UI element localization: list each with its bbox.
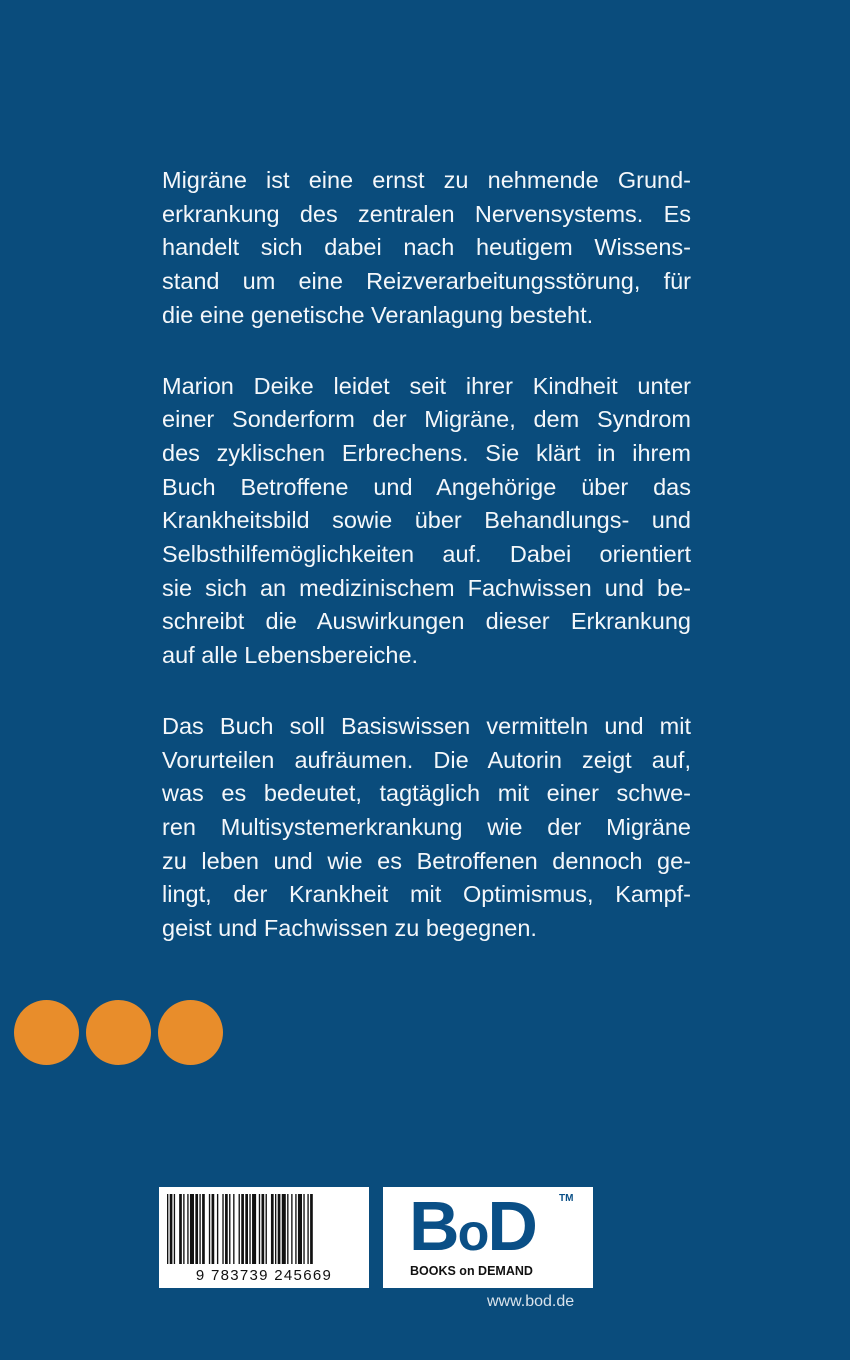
bod-logo-d: D xyxy=(487,1187,536,1265)
barcode-bar xyxy=(183,1194,184,1264)
blurb-paragraph-2 xyxy=(162,370,691,673)
blurb-line: schreibt die Auswirkungen dieser Erkrankung xyxy=(162,608,691,635)
orange-dot xyxy=(86,1000,151,1065)
barcode-bar xyxy=(202,1194,205,1264)
bod-logo-b: B xyxy=(409,1187,458,1265)
barcode-bar xyxy=(229,1194,230,1264)
barcode-bar xyxy=(179,1194,182,1264)
barcode-bar xyxy=(245,1194,248,1264)
barcode-bar xyxy=(291,1194,292,1264)
barcode-bar xyxy=(252,1194,256,1264)
barcode-bar xyxy=(239,1194,240,1264)
blurb-line: auf alle Lebensbereiche. xyxy=(162,642,419,669)
barcode-bar xyxy=(307,1194,308,1264)
blurb-line: Migräne ist eine ernst zu nehmende Grund- xyxy=(162,167,691,193)
barcode-bar xyxy=(259,1194,260,1264)
barcode-bar xyxy=(199,1194,200,1264)
blurb-line: lingt, der Krankheit mit Optimismus, Kampf- xyxy=(162,881,691,908)
barcode-bar xyxy=(271,1194,274,1264)
barcode-bar xyxy=(241,1194,244,1264)
barcode-bar xyxy=(303,1194,304,1264)
barcode-bar xyxy=(217,1194,218,1264)
trademark-mark: TM xyxy=(559,1193,574,1204)
blurb-line: was es bedeutet, tagtäglich mit einer schwe- xyxy=(162,780,691,807)
barcode-bar xyxy=(233,1194,234,1264)
barcode-bar xyxy=(170,1194,173,1264)
blurb-line: die eine genetische Veranlagung besteht. xyxy=(162,301,594,328)
barcode-bar xyxy=(266,1194,267,1264)
barcode-bar xyxy=(275,1194,276,1264)
isbn-number: 9 783739 245669 xyxy=(195,1267,333,1284)
blurb-line: Buch Betroffene und Angehörige über das xyxy=(162,473,691,500)
blurb-line: des zyklischen Erbrechens. Sie klärt in ihrem xyxy=(162,439,691,466)
barcode-bar xyxy=(249,1194,250,1264)
barcode-bar xyxy=(287,1194,288,1264)
blurb-line: Krankheitsbild sowie über Behandlungs- und xyxy=(162,507,691,534)
barcode-bar xyxy=(310,1194,313,1264)
barcode-bar xyxy=(167,1194,168,1264)
decorative-dots xyxy=(14,1000,223,1065)
blurb-line: handelt sich dabei nach heutigem Wissens- xyxy=(162,234,691,261)
barcode-bar xyxy=(298,1194,302,1264)
blurb-line: zu leben und wie es Betroffenen dennoch ge- xyxy=(162,847,691,874)
blurb-line: ren Multisystemerkrankung wie der Migräne xyxy=(162,813,691,840)
back-cover-blurb xyxy=(162,164,691,946)
barcode-bar xyxy=(262,1194,265,1264)
bod-logo-subtitle: BOOKS on DEMAND xyxy=(410,1264,533,1278)
barcode-bar xyxy=(212,1194,215,1264)
blurb-line: Vorurteilen aufräumen. Die Autorin zeigt auf, xyxy=(162,746,691,773)
barcode-bar xyxy=(278,1194,281,1264)
blurb-paragraph-1 xyxy=(162,164,691,333)
orange-dot xyxy=(158,1000,223,1065)
blurb-line: Das Buch soll Basiswissen vermitteln und mit xyxy=(162,712,691,739)
barcode-bar xyxy=(295,1194,296,1264)
blurb-paragraph-3 xyxy=(162,710,691,946)
barcode-bar xyxy=(209,1194,210,1264)
blurb-line: einer Sonderform der Migräne, dem Syndrom xyxy=(162,406,691,433)
bod-logo xyxy=(409,1189,536,1270)
bod-logo-o: o xyxy=(457,1204,488,1262)
barcode-bar xyxy=(195,1194,198,1264)
barcode-bar xyxy=(187,1194,188,1264)
barcode-bar xyxy=(222,1194,223,1264)
barcode-bar xyxy=(174,1194,175,1264)
orange-dot xyxy=(14,1000,79,1065)
isbn-barcode xyxy=(159,1187,369,1288)
blurb-line: geist und Fachwissen zu begegnen. xyxy=(162,915,537,942)
publisher-website: www.bod.de xyxy=(487,1293,575,1310)
blurb-line: sie sich an medizinischem Fachwissen und be- xyxy=(162,574,691,601)
barcode-bar xyxy=(282,1194,286,1264)
barcode-bar xyxy=(190,1194,194,1264)
publisher-logo-box xyxy=(383,1187,593,1288)
blurb-line: erkrankung des zentralen Nervensystems. Es xyxy=(162,200,691,227)
barcode-bars xyxy=(167,1194,361,1264)
blurb-line: Marion Deike leidet seit ihrer Kindheit unter xyxy=(162,372,691,399)
barcode-bar xyxy=(225,1194,228,1264)
blurb-line: stand um eine Reizverarbeitungsstörung, für xyxy=(162,268,691,295)
blurb-line: Selbsthilfemöglichkeiten auf. Dabei orientiert xyxy=(162,541,691,568)
